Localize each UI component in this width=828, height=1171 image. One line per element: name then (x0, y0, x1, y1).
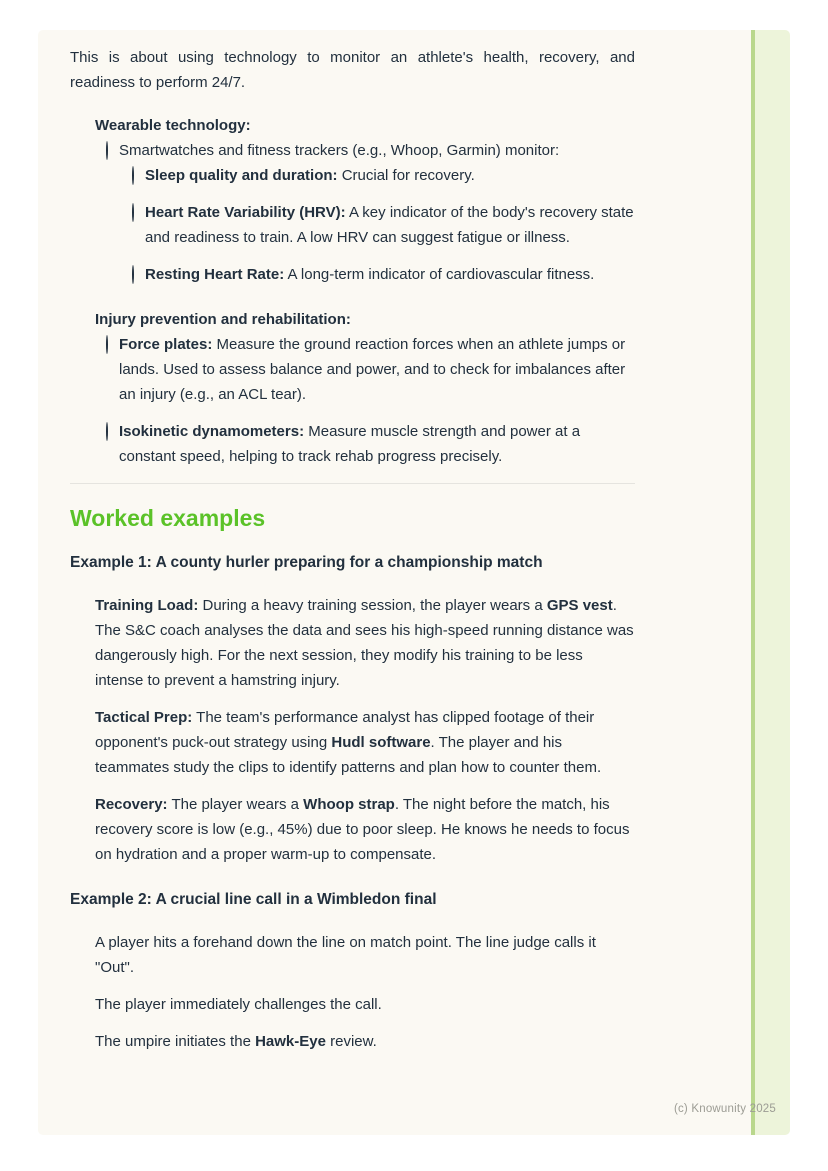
bullet-circle-icon (94, 138, 119, 163)
copyright-notice: (c) Knowunity 2025 (673, 1103, 776, 1115)
list-item-force-plates (94, 332, 635, 407)
list-item-text: Smartwatches and fitness trackers (e.g., Whoop, Garmin) monitor: (119, 142, 560, 159)
worked-examples-heading: Worked examples (70, 505, 266, 531)
list-item-title: Wearable technology: (95, 117, 251, 134)
list-item-injury-prevention (70, 307, 635, 332)
bullet-circle-icon (120, 163, 145, 188)
list-item-text: Isokinetic dynamometers: Measure muscle strength and power at a constant speed, helping to track rehab progress precisely. (119, 423, 581, 465)
list-item-title: Injury prevention and rehabilitation: (95, 311, 351, 328)
bullet-circle-icon (94, 332, 119, 357)
page-content (70, 30, 635, 1054)
list-item-recovery (70, 792, 635, 867)
bullet-circle-icon (120, 200, 145, 225)
bullet-circle-icon (120, 262, 145, 287)
intro-paragraph: This is about using technology to monitor an athlete's health, recovery, and readiness to perform 24/7. (70, 49, 635, 91)
list-item-text: The player immediately challenges the call. (95, 996, 382, 1013)
notes-page-card (38, 30, 790, 1135)
example-1-title: Example 1: A county hurler preparing for a championship match (70, 554, 543, 571)
list-item-line-call (70, 930, 635, 980)
list-item-challenge (70, 992, 635, 1017)
list-item-resting-heart-rate (120, 262, 635, 287)
page-accent-strip (751, 30, 790, 1135)
list-item-text: Resting Heart Rate: A long-term indicator of cardiovascular fitness. (145, 266, 595, 283)
list-item-text: Recovery: The player wears a Whoop strap. The night before the match, his recovery score is low (e.g., 45%) due to poor sleep. He knows he needs to focus on hydration and a proper warm-up to compensate. (95, 796, 630, 863)
example-2-title: Example 2: A crucial line call in a Wimbledon final (70, 891, 437, 908)
list-item-sleep-quality (120, 163, 635, 188)
list-item-hrv (120, 200, 635, 250)
list-item-tactical-prep (70, 705, 635, 780)
list-item-text: Sleep quality and duration: Crucial for recovery. (145, 167, 475, 184)
list-item-isokinetic-dynamometers (94, 419, 635, 469)
list-item-text: Force plates: Measure the ground reaction forces when an athlete jumps or lands. Used to assess balance and power, and to check for imbalances after an injury (e.g., an ACL tear). (119, 336, 626, 403)
list-item-hawkeye-review (70, 1029, 635, 1054)
list-item-text: The umpire initiates the Hawk-Eye review. (95, 1033, 377, 1050)
list-item-text: Heart Rate Variability (HRV): A key indicator of the body's recovery state and readiness to train. A low HRV can suggest fatigue or illness. (145, 204, 634, 246)
list-item-training-load (70, 593, 635, 693)
list-item-text: Tactical Prep: The team's performance analyst has clipped footage of their opponent's puck-out strategy using Hudl software. The player and his teammates study the clips to identify patterns and plan how to counter them. (95, 709, 602, 776)
section-divider (70, 483, 635, 484)
list-item-smartwatches (94, 138, 635, 163)
bullet-circle-icon (94, 419, 119, 444)
list-item-text: A player hits a forehand down the line on match point. The line judge calls it "Out". (95, 934, 596, 976)
list-item-wearable-technology (70, 113, 635, 138)
list-item-text: Training Load: During a heavy training session, the player wears a GPS vest. The S&C coach analyses the data and sees his high-speed running distance was dangerously high. For the next session, they modify his training to be less intense to prevent a hamstring injury. (95, 597, 634, 689)
